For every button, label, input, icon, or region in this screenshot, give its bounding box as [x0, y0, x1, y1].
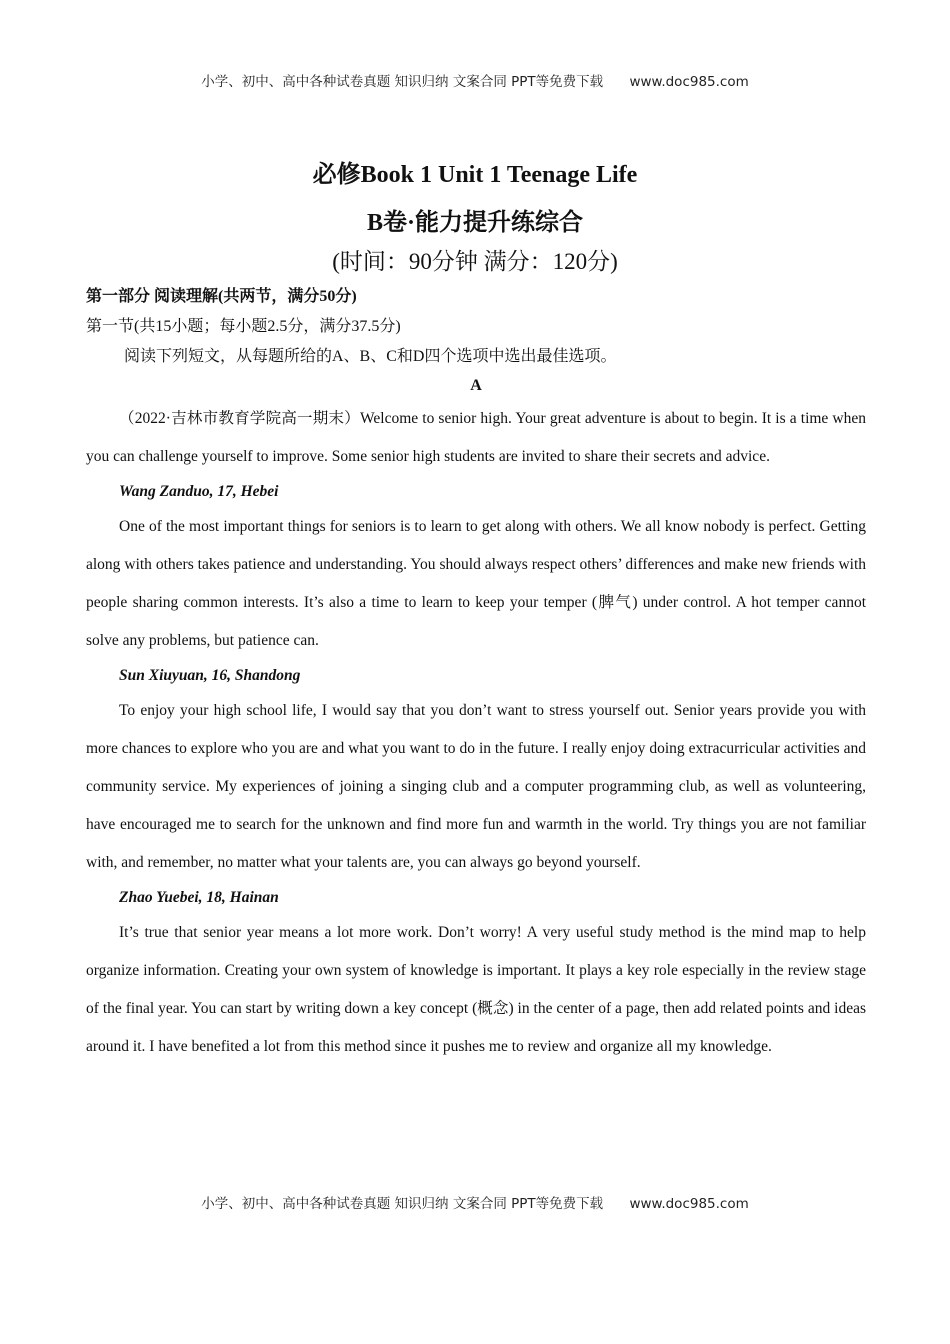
- header-site-link[interactable]: www.doc985.com: [629, 74, 749, 90]
- footer-text: 小学、初中、高中各种试卷真题 知识归纳 文案合同 PPT等免费下载: [201, 1196, 604, 1212]
- passage-letter: A: [470, 377, 482, 394]
- exam-time-info: (时间：90分钟 满分：120分): [332, 249, 618, 274]
- entry-author: Sun Xiuyuan, 16, Shandong: [119, 667, 301, 684]
- page-header: [0, 70, 950, 90]
- entry-text: To enjoy your high school life, I would say that you don’t want to stress yourself out. Senior years provide you with more chances to explore who you are and what you want to do in the future. I really enjoy doing extracurricular activities and community service. My experiences of joining a singing club and a computer programming club, as well as volunteering, have encouraged me to search for the unknown and find more fun and warmth in the world. Try things you are not familiar with, and remember, no matter what your talents are, you can always go beyond yourself.: [86, 702, 866, 871]
- section-heading: 第一节(共15小题；每小题2.5分，满分37.5分): [86, 318, 401, 335]
- page-footer: [0, 1192, 950, 1212]
- passage-intro: （2022·吉林市教育学院高一期末）Welcome to senior high. Your great adventure is about to begin. It is a time when you can challenge yourself to improve. Some senior high students are invited to share their secrets and advice.: [86, 410, 866, 465]
- entry-text: One of the most important things for seniors is to learn to get along with others. We all know nobody is perfect. Getting along with others takes patience and understanding. You should always respect others’ differences and make new friends with people sharing common interests. It’s also a time to learn to keep your temper (脾气) under control. A hot temper cannot solve any problems, but patience can.: [86, 518, 866, 649]
- document-body: [86, 282, 866, 1066]
- document-subtitle: B卷·能力提升练综合: [366, 210, 583, 236]
- document-title: 必修Book 1 Unit 1 Teenage Life: [312, 162, 638, 188]
- part-heading: 第一部分 阅读理解(共两节，满分50分): [86, 288, 357, 305]
- entry-text: It’s true that senior year means a lot more work. Don’t worry! A very useful study method is the mind map to help organize information. Creating your own system of knowledge is important. It plays a key role especially in the review stage of the final year. You can start by writing down a key concept (概念) in the center of a page, then add related points and ideas around it. I have benefited a lot from this method since it pushes me to review and organize all my knowledge.: [86, 924, 866, 1055]
- header-text: 小学、初中、高中各种试卷真题 知识归纳 文案合同 PPT等免费下载: [201, 74, 604, 90]
- entry-author: Wang Zanduo, 17, Hebei: [119, 483, 279, 500]
- footer-site-link[interactable]: www.doc985.com: [629, 1196, 749, 1212]
- entry-author: Zhao Yuebei, 18, Hainan: [119, 889, 279, 906]
- instruction-text: 阅读下列短文，从每题所给的A、B、C和D四个选项中选出最佳选项。: [124, 348, 617, 365]
